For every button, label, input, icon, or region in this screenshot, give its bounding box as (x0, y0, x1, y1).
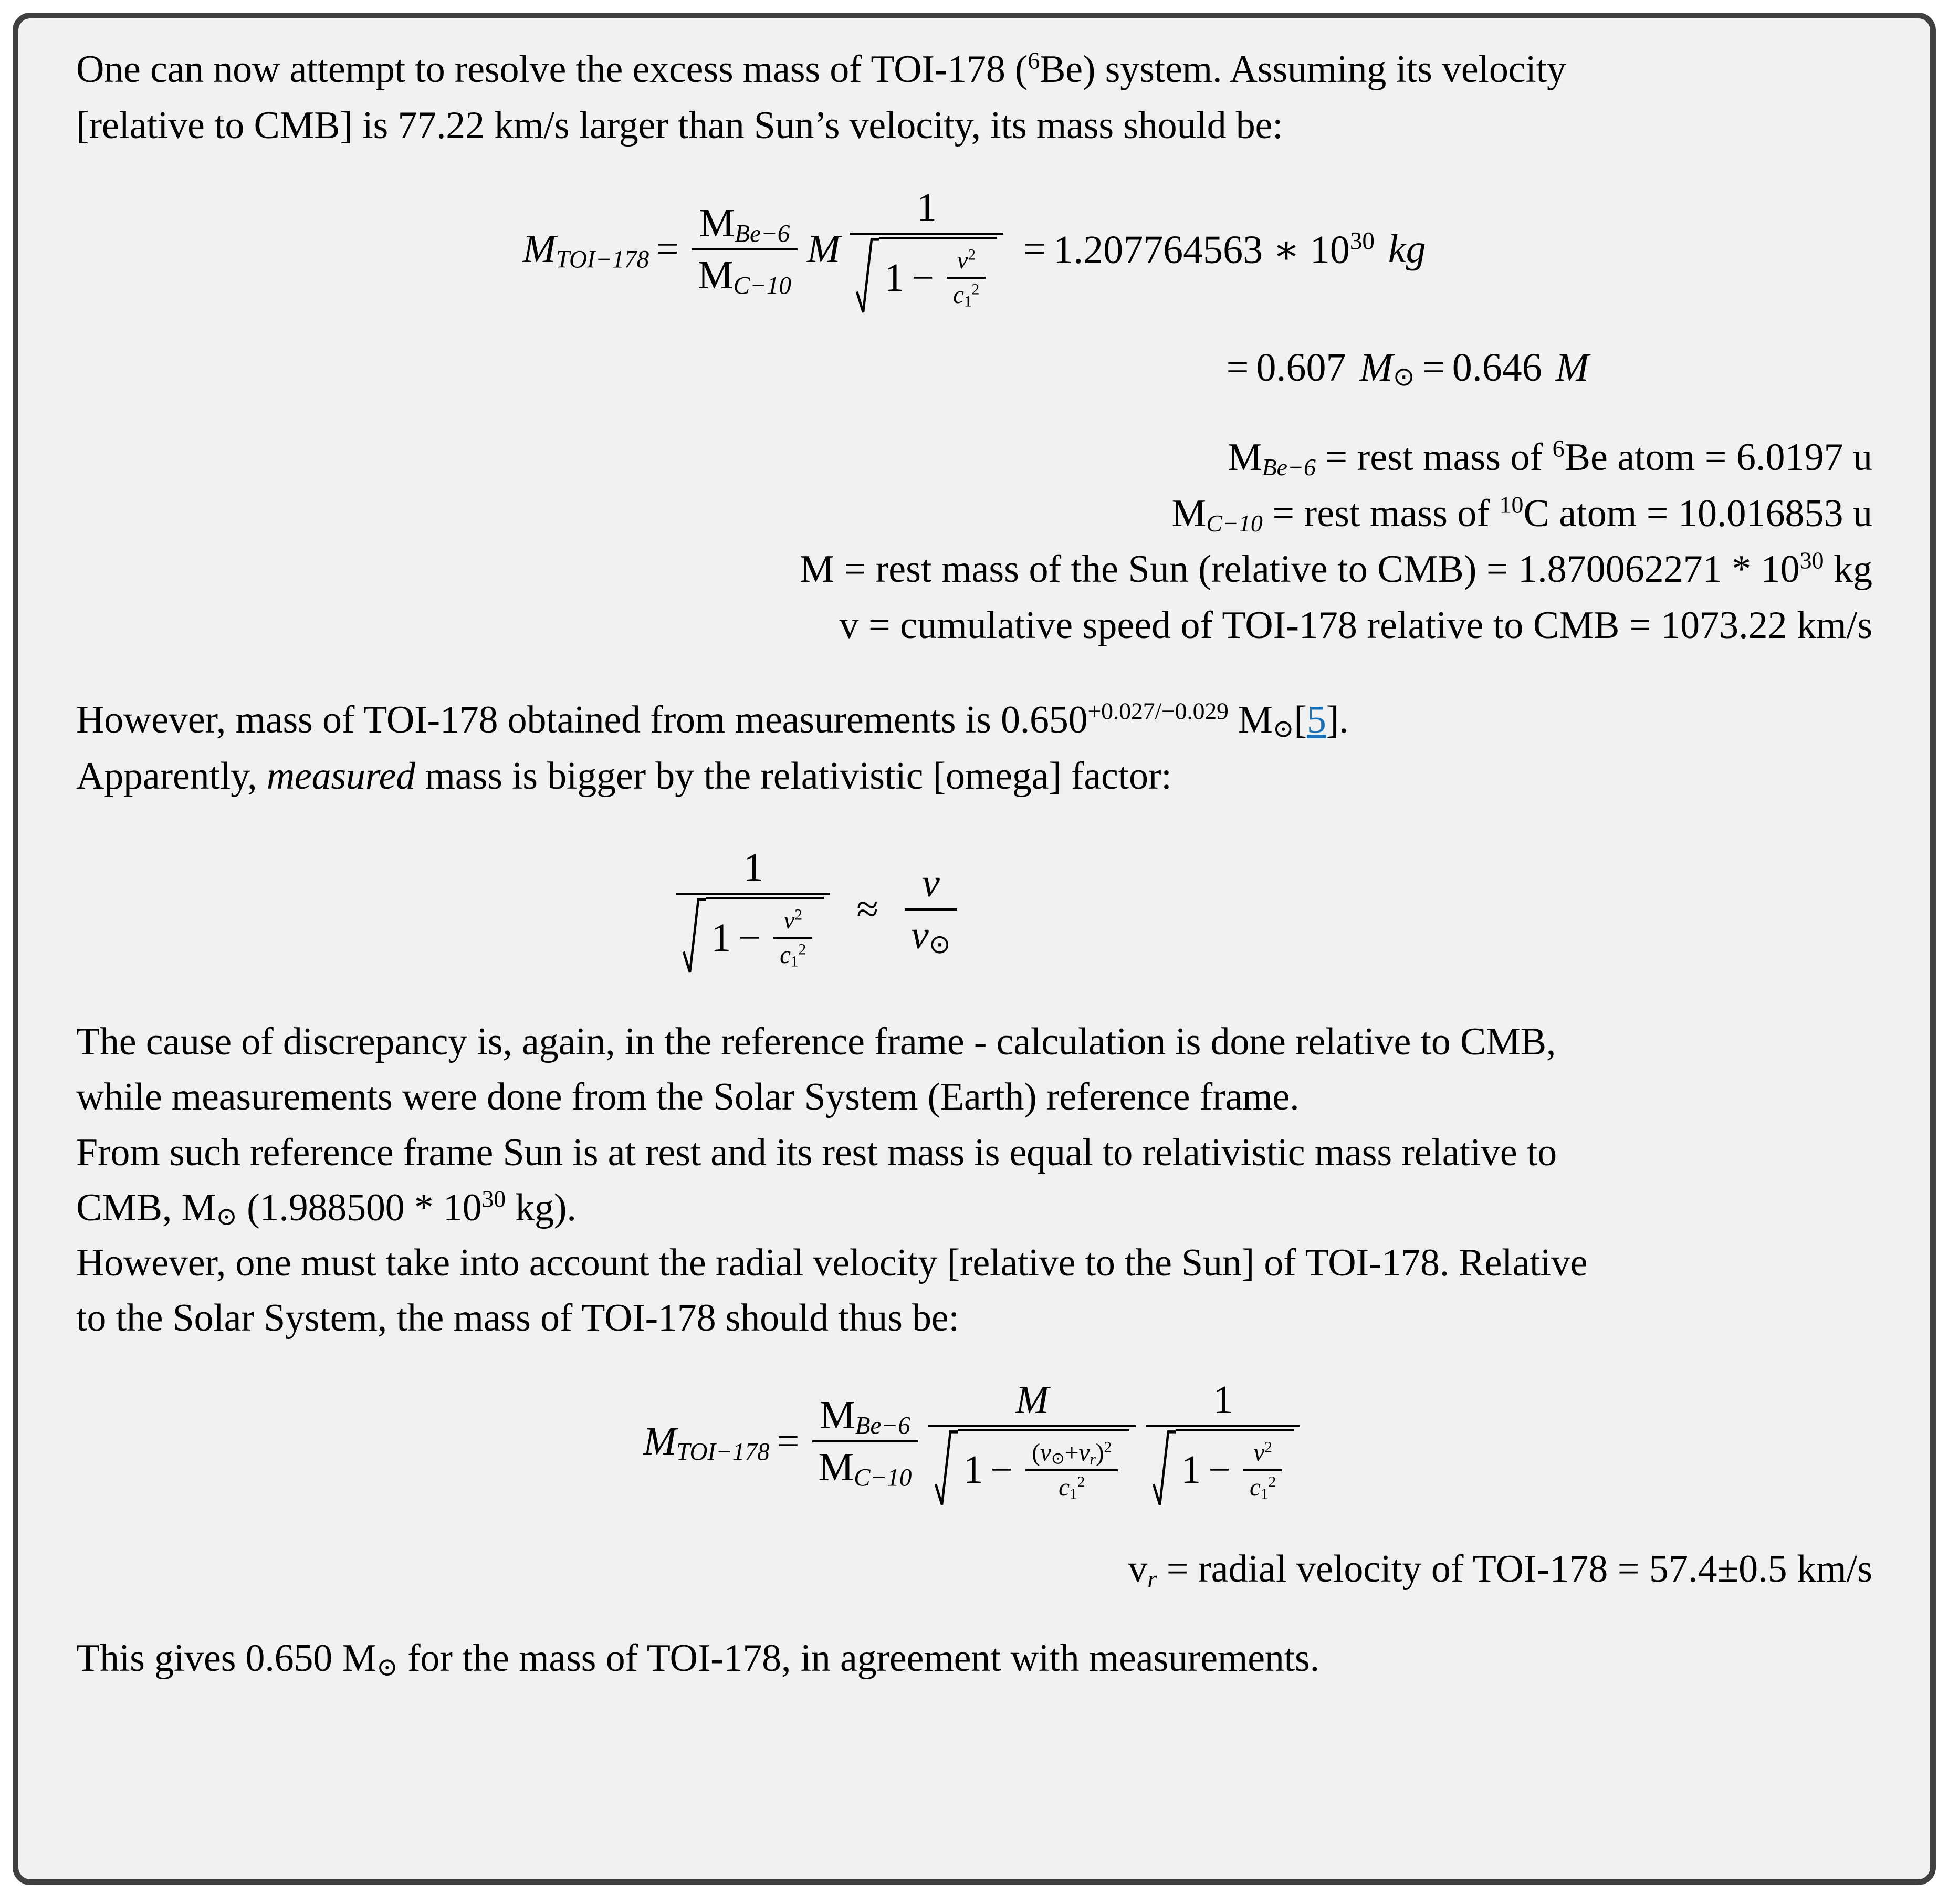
radical-sign-icon (683, 897, 706, 974)
equation1-mass-symbol: M (806, 227, 841, 271)
definition-radial-velocity: $v_r$ = radial velocity of TOI-178 = 57.4±0.5 km/s (1128, 1547, 1872, 1592)
paragraph-rf-line-2: while measurements were done from the Solar System (Earth) reference frame. (76, 1075, 1300, 1119)
spacer (76, 1508, 1872, 1547)
spacer (76, 1592, 1872, 1630)
square-root (935, 1429, 1129, 1506)
equation1-lhs: $M_{TOI-178}$ (522, 227, 649, 274)
equation3-mass-ratio: $\frac{M_{Be-6}}{M_{C-10}}$ (812, 1390, 918, 1492)
spacer (76, 804, 1872, 843)
equation3-beta-squared: $\frac{v^2}{c_1^2}$ (1243, 1437, 1282, 1504)
equation1b-value-2: 0.646 (1452, 346, 1542, 390)
emphasis-measured: measured (266, 754, 416, 798)
paragraph-conclusion: This gives 0.650 $M_⊙$ for the mass of TOI-178, in agreement with measurements. (76, 1636, 1319, 1681)
paragraph-measurement-line-1: However, mass of TOI-178 obtained from measurements is $0.650^{+0.027/-0.029}$ $M_⊙[5]$. (76, 697, 1349, 744)
equation1-gamma-numerator: 1 (916, 185, 937, 230)
spacer (76, 391, 1872, 430)
mass-uncertainty-superscript: +0.027/−0.029 (1087, 697, 1229, 725)
paragraph-intro-line-2: [relative to CMB] is 77.22 km/s larger than Sun’s velocity, its mass should be: (76, 103, 1283, 147)
sun-symbol-icon: ⊙ (216, 1201, 237, 1231)
equation1-lhs-sub: TOI−178 (556, 246, 649, 274)
sun-symbol-icon: ⊙ (1272, 714, 1294, 744)
equation-toi178-solar-frame (76, 1375, 1872, 1508)
definition-m-sun: M = rest mass of the Sun (relative to $CMB) = 1.870062271 * 10^{30}$ kg (800, 547, 1872, 591)
equation3-radicand-b: 1 − $\frac{v^2}{c_1^2}$ (1176, 1429, 1294, 1506)
square-root (856, 237, 997, 313)
equation1-mass-ratio (692, 198, 798, 300)
sun-symbol-icon: ⊙ (1392, 362, 1415, 392)
equation2-approx-sign: ≈ (856, 887, 878, 932)
symbol-definitions (76, 430, 1872, 653)
paragraph-intro-line-1-a: One can now attempt to resolve the excess mass of TOI-178 ( (76, 48, 1028, 91)
paragraph-intro-line-1-b: Be) system. Assuming its velocity (1040, 48, 1566, 91)
citation-link-5[interactable]: 5 (1306, 698, 1326, 742)
equation1b-unit-1: $M_⊙$ (1359, 346, 1415, 392)
equation1b-unit-2: M (1555, 346, 1589, 390)
paragraph-rf-line-6: to the Solar System, the mass of TOI-178 should thus be: (76, 1296, 959, 1340)
equation3-mass-over-sun-gamma: M 1 − $\frac{(v_⊙+v_r)^2}{c_1^2}$ (928, 1375, 1136, 1508)
paragraph-intro (76, 41, 1872, 153)
equation1-result-equals: = (1023, 227, 1046, 271)
paragraph-rf-line-5: However, one must take into account the radial velocity [relative to the Sun] of TOI-178. Relative (76, 1241, 1588, 1284)
equation3-sun-plus-radial-term: $\frac{(v_⊙+v_r)^2}{c_1^2}$ (1025, 1437, 1118, 1504)
paragraph-rf-line-4: CMB, $M_⊙$ ($1.988500 * 10^{30}$ kg). (76, 1185, 577, 1231)
equation2-beta-squared: $\frac{v^2}{c_1^2}$ (773, 904, 812, 971)
paragraph-rf-line-1: The cause of discrepancy is, again, in the reference frame - calculation is done relative to CMB, (76, 1020, 1556, 1064)
sun-symbol-icon: ⊙ (376, 1652, 398, 1681)
sun-symbol-icon: ⊙ (928, 929, 951, 959)
definition-m-be6: $M_{Be-6}$ = rest mass of $^6$Be atom = 6.0197 u (1227, 435, 1872, 481)
equation3-radicand-a: 1 − $\frac{(v_⊙+v_r)^2}{c_1^2}$ (958, 1429, 1129, 1506)
equation3-lhs: $M_{TOI-178}$ (643, 1419, 770, 1466)
paragraph-measurement-line-2: Apparently, measured mass is bigger by the relativistic [omega] factor: (76, 754, 1172, 798)
radical-sign-icon (935, 1429, 958, 1506)
radical-sign-icon (856, 237, 879, 313)
square-root (1153, 1429, 1294, 1506)
spacer (76, 976, 1872, 1014)
equation-omega-factor (76, 843, 1872, 976)
equation1b-value-1: 0.607 (1256, 346, 1346, 390)
isotope-superscript-be6: 6 (1028, 47, 1040, 74)
equation1-equals: = (656, 227, 679, 271)
equation3-equals: = (777, 1419, 800, 1463)
spacer (76, 153, 1872, 183)
equation1b-equals-2: = (1422, 346, 1445, 390)
equation2-velocity-ratio: $\frac{v}{v_⊙}$ (905, 859, 957, 960)
equation1-beta-squared: $\frac{v^2}{c_1^2}$ (947, 244, 986, 311)
equation1-result-unit: kg (1388, 227, 1426, 271)
equation1-gamma-denominator (850, 235, 1003, 316)
equation1-result-value: 1.207764563 ∗ $10^{30}$ (1053, 227, 1375, 272)
paragraph-rf-line-3: From such reference frame Sun is at rest and its rest mass is equal to relativistic mass relative to (76, 1131, 1557, 1174)
equation-toi178-cmb (76, 183, 1872, 316)
paragraph-intro-line-1 (76, 41, 1872, 98)
equation2-radicand: 1 − $\frac{v^2}{c_1^2}$ (706, 897, 824, 974)
definition-v-cumulative: v = cumulative speed of TOI-178 relative to CMB = 1073.22 km/s (839, 603, 1872, 647)
spacer (76, 316, 1872, 345)
equation3-lorentz-factor: 1 1 − $\frac{v^2}{c_1^2}$ (1146, 1375, 1300, 1508)
spacer (76, 1346, 1872, 1375)
equation1-lorentz-factor (850, 183, 1003, 316)
equation1-ratio-denominator: $M_{C-10}$ (698, 253, 791, 299)
paragraph-reference-frame (76, 1014, 1872, 1345)
document-content (18, 18, 1930, 1686)
document-panel (13, 13, 1936, 1885)
equation1-ratio-numerator: $M_{Be-6}$ (699, 201, 790, 247)
paragraph-measurement (76, 692, 1872, 804)
equation1-radicand: 1 − $\frac{v^2}{c_1^2}$ (879, 237, 997, 313)
equation-toi178-solar-masses (76, 345, 1872, 391)
spacer (76, 653, 1872, 692)
sun-symbol-icon: ⊙ (1051, 1449, 1065, 1468)
equation2-lorentz-factor: 1 1 − $\frac{v^2}{c_1^2}$ (676, 843, 830, 976)
equation1b-equals-1: = (1226, 346, 1249, 390)
square-root (683, 897, 824, 974)
radical-sign-icon (1153, 1429, 1176, 1506)
definition-m-c10: $M_{C-10}$ = rest mass of $^{10}$C atom = 10.016853 u (1171, 490, 1872, 537)
